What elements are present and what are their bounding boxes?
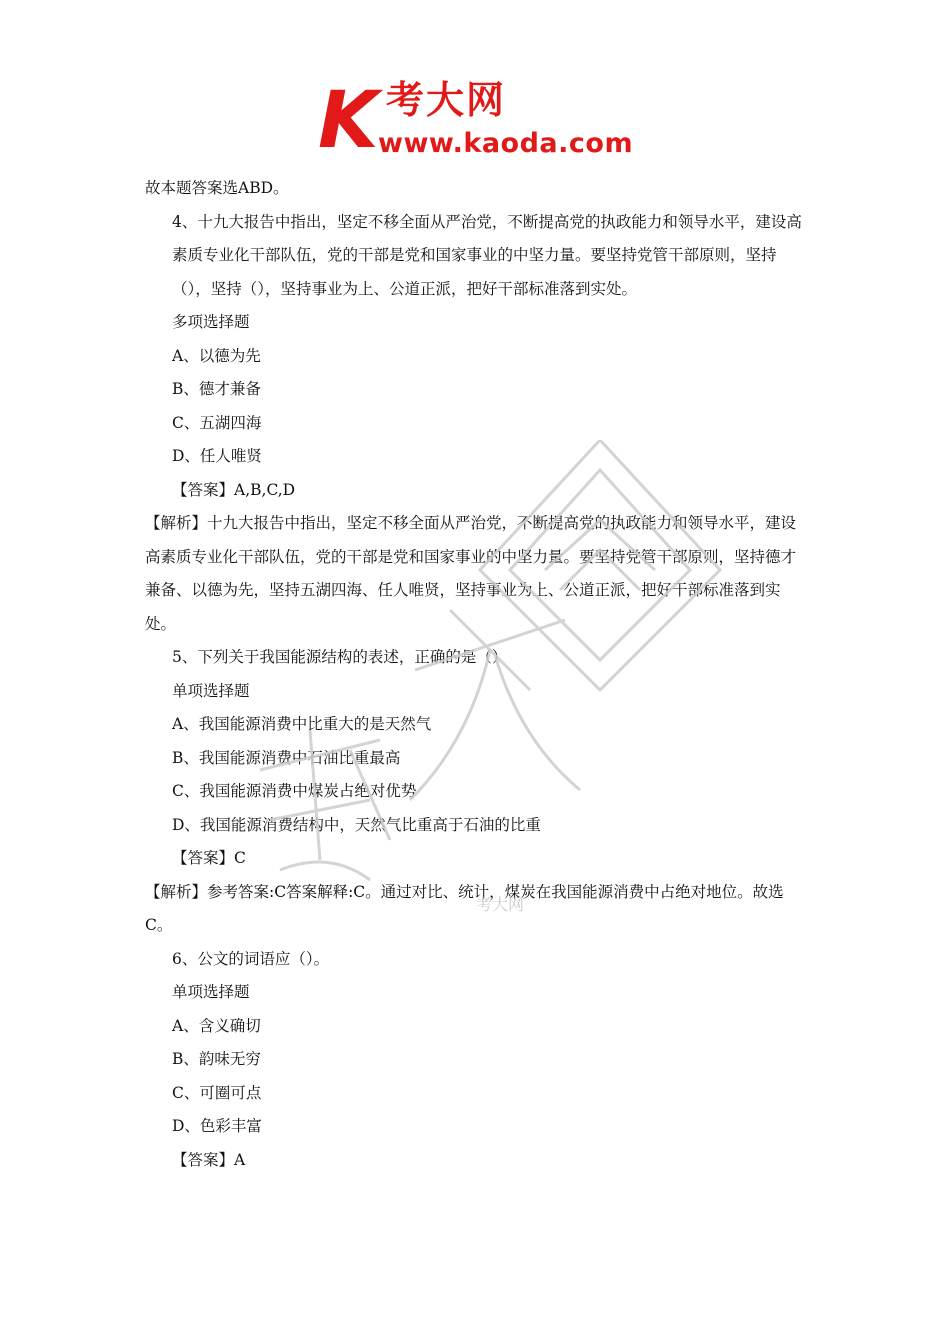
- logo-name: 考大网: [386, 78, 507, 122]
- question-type: 单项选择题: [172, 681, 250, 700]
- option-d: D、任人唯贤: [172, 447, 262, 465]
- option-a: A、以德为先: [172, 346, 261, 365]
- option-c: C、我国能源消费中煤炭占绝对优势: [172, 782, 417, 800]
- site-logo: [318, 76, 648, 166]
- question-5: 5、下列关于我国能源结构的表述，正确的是（）: [172, 648, 508, 666]
- logo-url: www.kaoda.com: [378, 128, 634, 159]
- question-type: 多项选择题: [172, 313, 250, 331]
- option-b: B、韵味无穷: [172, 1050, 261, 1068]
- answer: 【答案】A,B,C,D: [172, 480, 296, 499]
- watermark-text: 考大网: [475, 895, 525, 914]
- option-d: D、色彩丰富: [172, 1117, 262, 1135]
- logo-k-letter: K: [318, 76, 375, 166]
- answer: 【答案】C: [172, 849, 246, 867]
- option-c: C、可圈可点: [172, 1083, 262, 1102]
- option-b: B、我国能源消费中石油比重最高: [172, 748, 401, 767]
- document-body: [145, 172, 810, 1177]
- question-6: 6、公文的词语应（）。: [172, 949, 330, 968]
- answer: 【答案】A: [172, 1150, 246, 1169]
- option-c: C、五湖四海: [172, 413, 262, 432]
- option-a: A、我国能源消费中比重大的是天然气: [172, 715, 432, 733]
- analysis: 【解析】参考答案:C答案解释:C。通过对比、统计，煤炭在我国能源消费中占绝对地位。故选C。: [145, 882, 784, 934]
- question-type: 单项选择题: [172, 983, 250, 1001]
- option-a: A、含义确切: [172, 1016, 261, 1035]
- question-4: 4、十九大报告中指出，坚定不移全面从严治党，不断提高党的执政能力和领导水平，建设高素质专业化干部队伍，党的干部是党和国家事业的中坚力量。要坚持党管干部原则，坚持（），坚持（），坚持事业为上、公道正派，把好干部标准落到实处。: [172, 212, 802, 298]
- paragraph: 故本题答案选ABD。: [145, 179, 289, 197]
- analysis: 【解析】十九大报告中指出，坚定不移全面从严治党，不断提高党的执政能力和领导水平，建设高素质专业化干部队伍，党的干部是党和国家事业的中坚力量。要坚持党管干部原则，坚持德才兼备、以德为先，坚持五湖四海、任人唯贤，坚持事业为上、公道正派，把好干部标准落到实处。: [145, 514, 797, 633]
- option-b: B、德才兼备: [172, 380, 261, 398]
- option-d: D、我国能源消费结构中，天然气比重高于石油的比重: [172, 815, 541, 834]
